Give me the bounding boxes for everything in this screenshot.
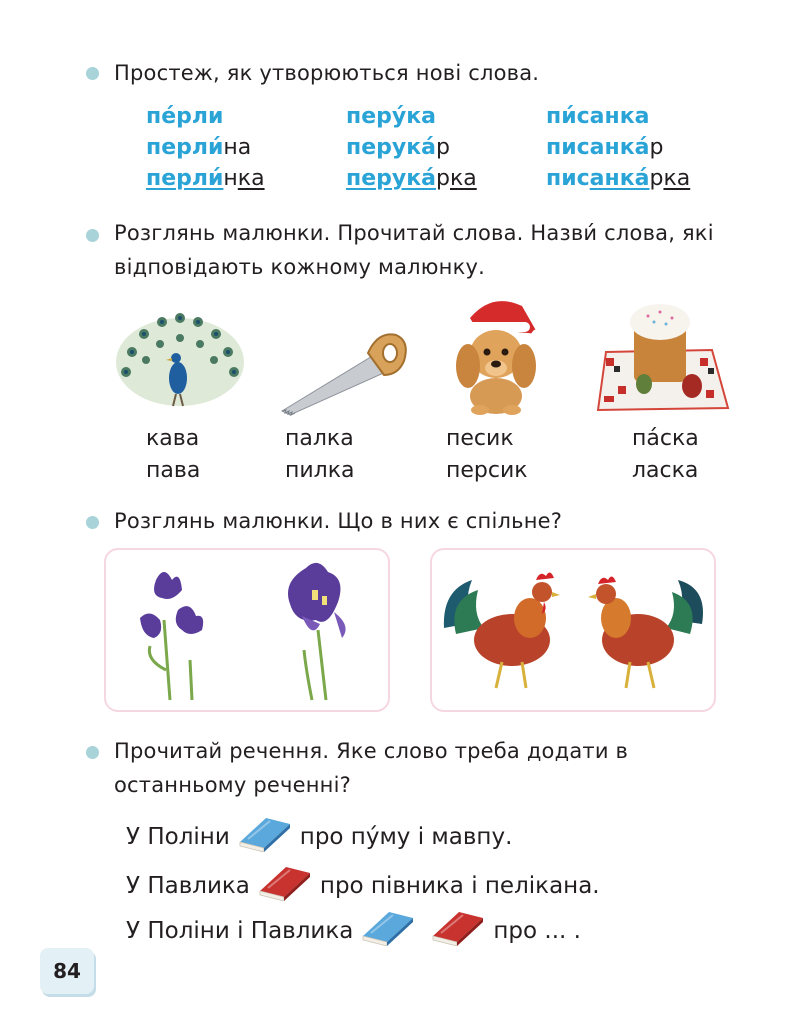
page-number: 84	[40, 948, 94, 994]
word-part: пи́санка	[546, 104, 650, 129]
word-column-2	[346, 101, 477, 194]
word-option: песик	[446, 426, 514, 451]
word-part: на	[223, 135, 252, 160]
word-row	[346, 132, 477, 163]
word-row	[146, 163, 265, 194]
blue-book-icon	[359, 906, 417, 956]
irises-image	[106, 550, 388, 710]
red-book-icon	[256, 861, 314, 911]
word-part: р	[649, 135, 664, 160]
sentence-2	[126, 861, 600, 911]
bullet-task3	[86, 516, 99, 529]
word-part: р	[649, 166, 664, 191]
word-part: н	[223, 166, 238, 191]
bullet-task1	[86, 67, 99, 80]
word-part: пе́рли	[146, 104, 224, 129]
word-part: р	[436, 166, 450, 191]
roosters-image	[432, 550, 714, 710]
saw-image	[278, 325, 412, 417]
word-option: палка	[285, 426, 354, 451]
word-option: пава	[146, 458, 201, 483]
word-part: анка́	[589, 166, 650, 191]
word-part: ка	[449, 166, 477, 191]
task3-instruction: Розглянь малюнки. Що в них є спільне?	[114, 509, 563, 533]
word-row	[346, 163, 477, 194]
sentence-start: У Павлика	[126, 873, 250, 899]
sentence-end: про півника і пелікана.	[319, 873, 600, 899]
puppy-image	[440, 288, 544, 416]
sentence-end: про ... .	[493, 918, 581, 944]
sentence-start: У Поліни	[126, 824, 230, 850]
word-part: перли́	[146, 135, 224, 160]
roosters-frame	[430, 548, 716, 712]
word-part: писанка́	[546, 135, 650, 160]
task2-instruction: Розглянь малюнки. Прочитай слова. Назви́ слова, які відповідають кожному малюнку.	[114, 221, 714, 279]
word-option: па́ска	[632, 426, 699, 451]
sentence-3	[126, 906, 581, 956]
picture-words-3	[446, 423, 528, 487]
peacock-image	[110, 300, 250, 412]
word-row	[546, 163, 690, 194]
word-option: персик	[446, 458, 528, 483]
blue-book-icon	[236, 812, 294, 862]
bullet-task2	[86, 229, 99, 242]
task4-instruction: Прочитай речення. Яке слово треба додати в останньому реченні?	[114, 739, 629, 797]
word-row	[146, 101, 265, 132]
word-part: перука́	[346, 135, 436, 160]
word-column-3	[546, 101, 690, 194]
bullet-task4	[86, 746, 99, 759]
sentence-1	[126, 812, 512, 862]
picture-words-1	[146, 423, 200, 487]
word-part: ка	[663, 166, 691, 191]
word-part: пис	[546, 166, 590, 191]
word-option: пилка	[285, 458, 355, 483]
sentence-start: У Поліни і Павлика	[126, 918, 354, 944]
sentence-end: про пу́му і мавпу.	[299, 824, 513, 850]
red-book-icon	[429, 906, 487, 956]
word-part: перу́ка	[346, 104, 436, 129]
word-row	[346, 101, 477, 132]
task1-instruction: Простеж, як утворюються нові слова.	[114, 61, 540, 85]
word-row	[146, 132, 265, 163]
word-column-1	[146, 101, 265, 194]
picture-words-4	[632, 423, 699, 487]
word-part: перука́	[346, 166, 436, 191]
word-part: р	[436, 135, 450, 160]
word-row	[546, 132, 690, 163]
word-option: ласка	[632, 458, 699, 483]
irises-frame	[104, 548, 390, 712]
word-part: ка	[237, 166, 265, 191]
picture-words-2	[285, 423, 355, 487]
word-row	[546, 101, 690, 132]
easter-bread-image	[596, 296, 732, 416]
word-option: кава	[146, 426, 200, 451]
word-part: перли́	[146, 166, 224, 191]
